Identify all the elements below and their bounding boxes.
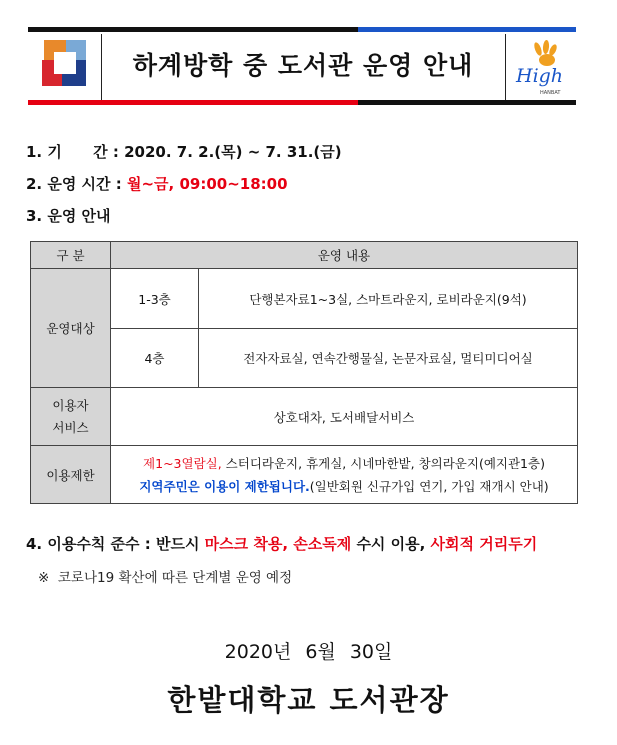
limit-blue-text: 지역주민은 이용이 제한됩니다. — [139, 478, 310, 494]
page-title: 하계방학 중 도서관 운영 안내 — [132, 51, 474, 80]
rules-label: 4. 이용수칙 준수 : 반드시 — [26, 535, 205, 553]
table-row — [31, 446, 578, 504]
service-desc: 상호대차, 도서배달서비스 — [111, 388, 578, 446]
header-bottom-red-bar — [28, 100, 358, 105]
table-row — [31, 388, 578, 446]
rules-distance: 사회적 거리두기 — [425, 535, 538, 553]
service-label — [31, 388, 111, 446]
period-line — [26, 141, 342, 162]
library-logo-icon — [40, 38, 90, 88]
operation-table — [30, 241, 578, 504]
high-logo-subtext: HANBAT — [540, 90, 561, 96]
table-row — [31, 329, 578, 388]
high-hanbat-logo-icon — [510, 40, 574, 98]
hours-label: 2. 운영 시간 : — [26, 175, 127, 193]
header-top-blue-bar — [358, 27, 576, 32]
table-header-category: 구 분 — [31, 242, 111, 269]
rules-middle: 수시 이용, — [351, 535, 426, 553]
floor-4-cell: 4층 — [111, 329, 199, 388]
header-top-dark-bar — [28, 27, 358, 32]
limit-red-text: 제1~3열람실, — [143, 455, 222, 471]
service-label-line-2: 서비스 — [52, 419, 89, 435]
target-label: 운영대상 — [31, 269, 111, 388]
guide-heading: 3. 운영 안내 — [26, 207, 111, 225]
floor-1-3-cell: 1-3층 — [111, 269, 199, 329]
floor-1-3-desc: 단행본자료1~3실, 스마트라운지, 로비라운지(9석) — [199, 269, 578, 329]
date-day: 30일 — [349, 641, 393, 663]
table-header-row — [31, 242, 578, 269]
rules-line — [26, 533, 537, 554]
header-left-divider — [101, 34, 102, 100]
table-header-content: 운영 내용 — [111, 242, 578, 269]
limit-desc — [111, 446, 578, 504]
rules-sanitize: 손소독제 — [288, 535, 352, 553]
hours-value: 월~금, 09:00~18:00 — [126, 175, 288, 193]
floor-4-desc: 전자자료실, 연속간행물실, 논문자료실, 멀티미디어실 — [199, 329, 578, 388]
high-logo-text: High — [516, 65, 564, 87]
header-bottom-dark-bar — [358, 100, 576, 105]
limit-note-text: (일반회원 신규가입 연기, 가입 재개시 안내) — [309, 478, 549, 494]
hours-line — [26, 173, 288, 194]
date-year: 2020년 — [224, 641, 292, 663]
limit-label: 이용제한 — [31, 446, 111, 504]
header-right-divider — [505, 34, 506, 100]
signature: 한밭대학교 도서관장 — [167, 683, 450, 717]
period-label: 1. 기 간 : — [26, 143, 125, 161]
period-value: 2020. 7. 2.(목) ~ 7. 31.(금) — [124, 143, 342, 161]
service-label-line-1: 이용자 — [52, 397, 89, 413]
limit-rest-text: 스터디라운지, 휴게실, 시네마한밭, 창의라운지(예지관1층) — [221, 455, 545, 471]
date-month: 6월 — [305, 641, 336, 663]
covid-note: ※ 코로나19 확산에 따른 단계별 운영 예정 — [38, 570, 293, 586]
table-row — [31, 269, 578, 329]
notice-date — [0, 637, 617, 664]
rules-mask: 마스크 착용, — [204, 535, 289, 553]
